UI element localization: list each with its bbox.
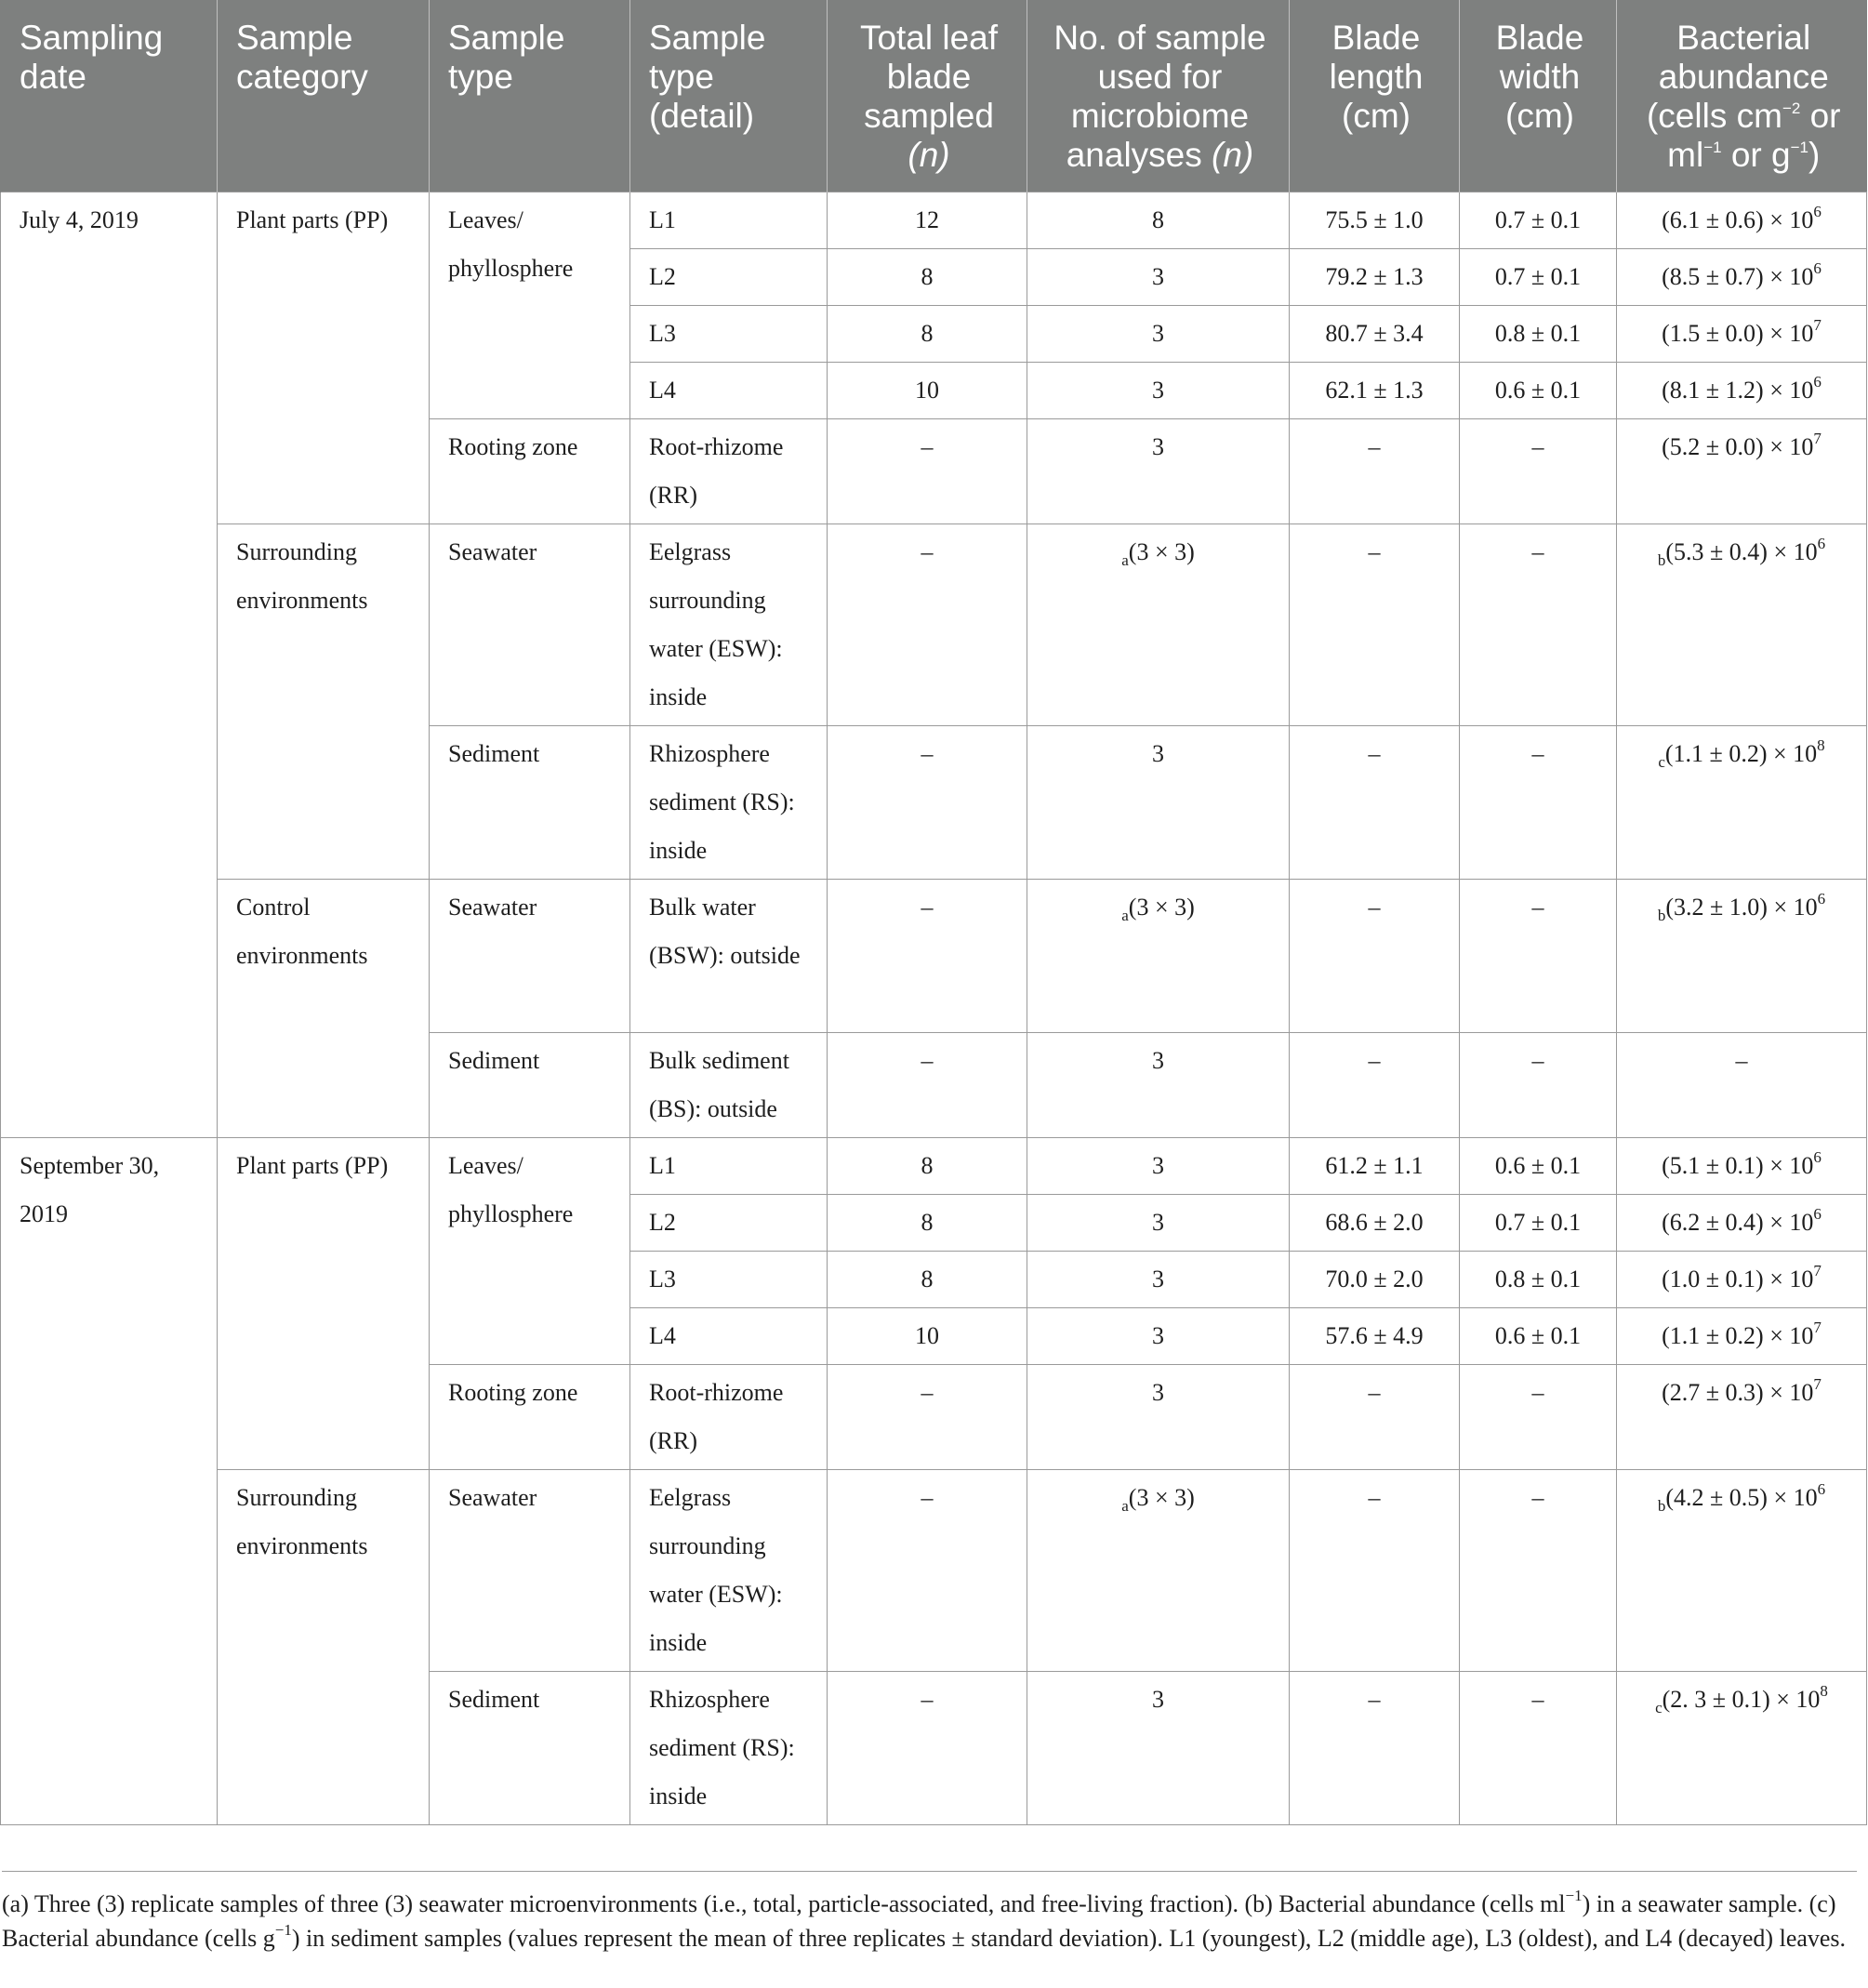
header-bact-sup1: −2: [1782, 99, 1801, 117]
abundance-exp: 6: [1813, 373, 1822, 391]
cell-width: –: [1460, 880, 1617, 1033]
table-row: [1, 1138, 1867, 1195]
cell-width: 0.6 ± 0.1: [1460, 1138, 1617, 1195]
cell-detail: Bulk water (BSW): outside: [630, 880, 828, 1033]
cell-category: Plant parts (PP): [218, 192, 430, 524]
abundance-exp: 7: [1813, 430, 1822, 448]
table-row: [1, 524, 1867, 726]
cell-total: –: [828, 1365, 1027, 1470]
header-sampling-date: Sampling date: [1, 0, 218, 192]
cell-abundance: [1617, 1252, 1867, 1308]
cell-total: –: [828, 1470, 1027, 1672]
header-bact-mid2: or g: [1721, 136, 1791, 174]
cell-type: Sediment: [430, 1033, 630, 1138]
abundance-value: (3.2 ± 1.0) × 10: [1665, 894, 1818, 921]
cell-length: 75.5 ± 1.0: [1290, 192, 1460, 249]
cell-n: 3: [1027, 1138, 1290, 1195]
header-bact-mid: or ml: [1667, 97, 1841, 174]
abundance-prefix: b: [1657, 551, 1666, 570]
cell-date: September 30, 2019: [1, 1138, 218, 1825]
cell-detail: Root-rhizome (RR): [630, 1365, 828, 1470]
header-bact-sup3: −1: [1790, 138, 1809, 156]
cell-category: Surrounding environments: [218, 1470, 430, 1825]
cell-type: Rooting zone: [430, 1365, 630, 1470]
footnote-part2: ) in a seawater sample. (c) Bacterial abundance (cells g: [2, 1890, 1836, 1952]
cell-total: 8: [828, 1252, 1027, 1308]
cell-abundance: [1617, 880, 1867, 1033]
abundance-value: (5.3 ± 0.4) × 10: [1665, 538, 1818, 565]
cell-total: –: [828, 419, 1027, 524]
abundance-value: (6.1 ± 0.6) × 10: [1662, 206, 1814, 233]
abundance-value: (1.0 ± 0.1) × 10: [1662, 1266, 1814, 1292]
abundance-exp: 7: [1813, 1375, 1822, 1394]
abundance-exp: 6: [1813, 1148, 1822, 1167]
header-total-leaf: [828, 0, 1027, 192]
cell-abundance: [1617, 1470, 1867, 1672]
cell-width: 0.7 ± 0.1: [1460, 192, 1617, 249]
cell-width: –: [1460, 1470, 1617, 1672]
cell-length: 80.7 ± 3.4: [1290, 306, 1460, 363]
table-row: [1, 192, 1867, 249]
cell-abundance: [1617, 1365, 1867, 1470]
cell-detail: Bulk sediment (BS): outside: [630, 1033, 828, 1138]
cell-width: –: [1460, 419, 1617, 524]
cell-type: Sediment: [430, 1672, 630, 1825]
cell-length: –: [1290, 1470, 1460, 1672]
cell-detail: L3: [630, 1252, 828, 1308]
cell-type: Leaves/ phyllosphere: [430, 192, 630, 419]
cell-total: 8: [828, 1195, 1027, 1252]
cell-abundance: [1617, 363, 1867, 419]
n-prefix: a: [1121, 907, 1129, 925]
abundance-value: (8.5 ± 0.7) × 10: [1662, 263, 1814, 290]
cell-n: [1027, 880, 1290, 1033]
table-row: [1, 1470, 1867, 1672]
abundance-value: (5.2 ± 0.0) × 10: [1662, 433, 1814, 460]
cell-detail: L3: [630, 306, 828, 363]
header-blade-width: Blade width (cm): [1460, 0, 1617, 192]
header-bacterial-abundance: [1617, 0, 1867, 192]
cell-length: 62.1 ± 1.3: [1290, 363, 1460, 419]
cell-length: –: [1290, 1033, 1460, 1138]
cell-category: Control environments: [218, 880, 430, 1138]
cell-detail: Root-rhizome (RR): [630, 419, 828, 524]
cell-type: Rooting zone: [430, 419, 630, 524]
footnote-sup1: −1: [1565, 1887, 1583, 1905]
cell-n: 3: [1027, 1365, 1290, 1470]
cell-abundance: [1617, 1308, 1867, 1365]
abundance-value: (2. 3 ± 0.1) × 10: [1662, 1686, 1821, 1713]
abundance-prefix: c: [1658, 753, 1665, 772]
abundance-prefix: c: [1655, 1699, 1663, 1717]
cell-width: 0.7 ± 0.1: [1460, 249, 1617, 306]
cell-n: [1027, 1470, 1290, 1672]
cell-abundance: [1617, 306, 1867, 363]
abundance-exp: 6: [1817, 890, 1826, 908]
abundance-exp: 6: [1817, 535, 1826, 553]
cell-length: –: [1290, 524, 1460, 726]
abundance-value: (2.7 ± 0.3) × 10: [1662, 1379, 1814, 1406]
abundance-value: (6.2 ± 0.4) × 10: [1662, 1209, 1814, 1236]
header-num-sample-label: No. of sample used for microbiome analyses: [1053, 19, 1266, 174]
cell-type: Seawater: [430, 524, 630, 726]
cell-detail: L4: [630, 1308, 828, 1365]
cell-width: 0.8 ± 0.1: [1460, 306, 1617, 363]
cell-total: –: [828, 1672, 1027, 1825]
cell-width: 0.6 ± 0.1: [1460, 363, 1617, 419]
cell-type: Seawater: [430, 1470, 630, 1672]
abundance-exp: 6: [1813, 203, 1822, 221]
cell-abundance: [1617, 1138, 1867, 1195]
header-sample-category: Sample category: [218, 0, 430, 192]
cell-total: 8: [828, 306, 1027, 363]
abundance-exp: 8: [1817, 736, 1825, 755]
cell-n: 3: [1027, 1308, 1290, 1365]
cell-detail: Rhizosphere sediment (RS): inside: [630, 726, 828, 880]
cell-width: 0.6 ± 0.1: [1460, 1308, 1617, 1365]
abundance-value: (8.1 ± 1.2) × 10: [1662, 377, 1814, 404]
abundance-value: (1.1 ± 0.2) × 10: [1664, 740, 1818, 767]
footnote-part3: ) in sediment samples (values represent the mean of three replicates ± standard deviation). L1 (youngest), L2 (middle age), L3 (oldest), and L4 (decayed) leaves.: [291, 1925, 1847, 1952]
cell-total: 8: [828, 1138, 1027, 1195]
cell-width: 0.8 ± 0.1: [1460, 1252, 1617, 1308]
abundance-value: (1.5 ± 0.0) × 10: [1662, 320, 1814, 347]
cell-length: 70.0 ± 2.0: [1290, 1252, 1460, 1308]
abundance-prefix: b: [1657, 1497, 1666, 1516]
n-value: (3 × 3): [1128, 1484, 1195, 1511]
cell-total: –: [828, 726, 1027, 880]
cell-total: –: [828, 880, 1027, 1033]
abundance-value: (1.1 ± 0.2) × 10: [1662, 1322, 1814, 1349]
cell-category: Surrounding environments: [218, 524, 430, 880]
cell-abundance: –: [1617, 1033, 1867, 1138]
header-bact-sup2: −1: [1703, 138, 1722, 156]
header-row: [1, 0, 1867, 192]
cell-width: –: [1460, 1033, 1617, 1138]
abundance-exp: 6: [1813, 259, 1822, 278]
cell-width: –: [1460, 1365, 1617, 1470]
cell-n: 3: [1027, 249, 1290, 306]
abundance-value: (5.1 ± 0.1) × 10: [1662, 1152, 1814, 1179]
n-prefix: a: [1121, 1497, 1129, 1516]
cell-type: Seawater: [430, 880, 630, 1033]
table-row: [1, 880, 1867, 1033]
footnote-sup2: −1: [274, 1921, 292, 1940]
cell-total: 12: [828, 192, 1027, 249]
cell-total: –: [828, 524, 1027, 726]
cell-detail: L2: [630, 1195, 828, 1252]
cell-n: 3: [1027, 306, 1290, 363]
cell-type: Leaves/ phyllosphere: [430, 1138, 630, 1365]
cell-width: 0.7 ± 0.1: [1460, 1195, 1617, 1252]
cell-abundance: [1617, 726, 1867, 880]
n-value: (3 × 3): [1128, 894, 1195, 921]
n-prefix: a: [1121, 551, 1129, 570]
cell-total: 8: [828, 249, 1027, 306]
cell-n: 8: [1027, 192, 1290, 249]
cell-n: 3: [1027, 1252, 1290, 1308]
cell-length: –: [1290, 1365, 1460, 1470]
cell-length: –: [1290, 726, 1460, 880]
header-sample-type: Sample type: [430, 0, 630, 192]
cell-width: –: [1460, 524, 1617, 726]
cell-detail: Eelgrass surrounding water (ESW): inside: [630, 524, 828, 726]
header-total-leaf-label: Total leaf blade sampled: [859, 19, 999, 135]
abundance-exp: 7: [1813, 1262, 1822, 1280]
cell-detail: L2: [630, 249, 828, 306]
cell-detail: Rhizosphere sediment (RS): inside: [630, 1672, 828, 1825]
cell-n: 3: [1027, 419, 1290, 524]
cell-abundance: [1617, 524, 1867, 726]
cell-category: Plant parts (PP): [218, 1138, 430, 1470]
abundance-exp: 8: [1820, 1682, 1828, 1701]
footnote-part1: (a) Three (3) replicate samples of three (3) seawater microenvironments (i.e., total, particle-associated, and free-living fraction). (b) Bacterial abundance (cells ml: [2, 1890, 1566, 1917]
header-bact-end: ): [1808, 136, 1821, 174]
cell-n: 3: [1027, 1195, 1290, 1252]
n-value: (3 × 3): [1128, 538, 1195, 565]
cell-total: 10: [828, 1308, 1027, 1365]
cell-abundance: [1617, 192, 1867, 249]
abundance-exp: 6: [1813, 1205, 1822, 1224]
cell-width: –: [1460, 726, 1617, 880]
header-num-sample-n: (n): [1212, 136, 1254, 174]
header-total-leaf-n: (n): [908, 136, 950, 174]
cell-n: [1027, 524, 1290, 726]
cell-length: 68.6 ± 2.0: [1290, 1195, 1460, 1252]
cell-abundance: [1617, 1195, 1867, 1252]
abundance-exp: 6: [1817, 1480, 1826, 1499]
cell-date: July 4, 2019: [1, 192, 218, 1138]
header-bact-pre: Bacterial abundance (cells cm: [1646, 19, 1829, 135]
cell-abundance: [1617, 249, 1867, 306]
cell-detail: L1: [630, 1138, 828, 1195]
cell-abundance: [1617, 419, 1867, 524]
cell-length: –: [1290, 1672, 1460, 1825]
header-sample-type-detail: Sample type (detail): [630, 0, 828, 192]
cell-width: –: [1460, 1672, 1617, 1825]
cell-length: –: [1290, 880, 1460, 1033]
cell-total: 10: [828, 363, 1027, 419]
cell-n: 3: [1027, 726, 1290, 880]
cell-n: 3: [1027, 1033, 1290, 1138]
cell-detail: L1: [630, 192, 828, 249]
abundance-prefix: b: [1657, 907, 1666, 925]
abundance-exp: 7: [1813, 316, 1822, 335]
abundance-value: (4.2 ± 0.5) × 10: [1665, 1484, 1818, 1511]
cell-detail: Eelgrass surrounding water (ESW): inside: [630, 1470, 828, 1672]
header-blade-length: Blade length (cm): [1290, 0, 1460, 192]
cell-length: 61.2 ± 1.1: [1290, 1138, 1460, 1195]
abundance-exp: 7: [1813, 1319, 1822, 1337]
table-footnote: [2, 1871, 1857, 1955]
cell-n: 3: [1027, 1672, 1290, 1825]
cell-length: –: [1290, 419, 1460, 524]
cell-detail: L4: [630, 363, 828, 419]
cell-abundance: [1617, 1672, 1867, 1825]
cell-type: Sediment: [430, 726, 630, 880]
cell-total: –: [828, 1033, 1027, 1138]
cell-length: 79.2 ± 1.3: [1290, 249, 1460, 306]
cell-length: 57.6 ± 4.9: [1290, 1308, 1460, 1365]
cell-n: 3: [1027, 363, 1290, 419]
header-num-sample: [1027, 0, 1290, 192]
